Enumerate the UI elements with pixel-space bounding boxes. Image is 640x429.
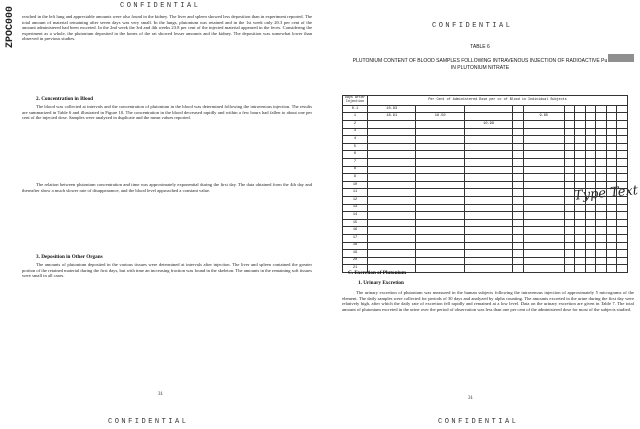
table-cell <box>596 143 607 151</box>
table-cell <box>596 136 607 144</box>
table-cell <box>606 174 617 182</box>
table-cell <box>513 189 524 197</box>
table-cell <box>606 212 617 220</box>
table-cell <box>606 265 617 273</box>
table-cell <box>513 181 524 189</box>
table-cell <box>464 181 512 189</box>
table-cell <box>564 174 575 182</box>
table-cell <box>464 113 512 121</box>
table-cell <box>585 158 596 166</box>
table-cell <box>596 158 607 166</box>
heading-urinary: 1. Urinary Excretion <box>358 280 404 286</box>
table-cell: 14 <box>343 212 368 220</box>
table-cell <box>523 158 564 166</box>
table-cell <box>464 151 512 159</box>
table-cell <box>513 143 524 151</box>
table-cell <box>575 143 586 151</box>
table-cell <box>585 250 596 258</box>
table-row <box>343 136 628 144</box>
table-cell <box>464 212 512 220</box>
table-cell <box>523 227 564 235</box>
table-header-row <box>343 96 628 106</box>
table-cell <box>564 242 575 250</box>
side-stamp-text: ZPOC000 <box>4 6 16 49</box>
table-cell <box>575 234 586 242</box>
table-row <box>343 128 628 136</box>
table-cell <box>606 234 617 242</box>
table-cell <box>523 212 564 220</box>
table-cell <box>596 242 607 250</box>
table-cell <box>523 265 564 273</box>
table-cell <box>564 121 575 129</box>
table-cell: 16 <box>343 227 368 235</box>
table-cell <box>585 174 596 182</box>
table-cell <box>523 121 564 129</box>
table-cell <box>464 257 512 265</box>
table-cell <box>368 212 416 220</box>
table-cell: 9.85 <box>523 113 564 121</box>
table-cell <box>617 212 628 220</box>
confidential-banner-bottom-right: CONFIDENTIAL <box>438 418 519 426</box>
table-cell <box>368 181 416 189</box>
table-cell <box>617 250 628 258</box>
table-cell <box>513 242 524 250</box>
table-cell <box>585 105 596 113</box>
table-cell <box>596 121 607 129</box>
table-cell <box>585 143 596 151</box>
table-cell <box>368 166 416 174</box>
table-cell <box>523 166 564 174</box>
table-cell <box>523 219 564 227</box>
page-number-right: 31 <box>468 396 473 401</box>
table-cell <box>416 257 464 265</box>
table-cell: 19 <box>343 250 368 258</box>
table-cell <box>513 151 524 159</box>
table-row <box>343 227 628 235</box>
table-cell <box>513 234 524 242</box>
table-cell <box>416 196 464 204</box>
table-cell <box>575 174 586 182</box>
table-cell: 10 <box>343 181 368 189</box>
table-cell <box>464 143 512 151</box>
table-row <box>343 242 628 250</box>
table-label: TABLE 6 <box>470 44 490 50</box>
table-row <box>343 143 628 151</box>
table-cell <box>564 158 575 166</box>
table-cell <box>585 265 596 273</box>
table-row <box>343 250 628 258</box>
table-cell <box>368 257 416 265</box>
table-cell <box>596 174 607 182</box>
table-cell <box>617 166 628 174</box>
table-cell <box>523 181 564 189</box>
table-cell <box>596 128 607 136</box>
table-cell <box>464 174 512 182</box>
table-cell <box>585 136 596 144</box>
table-cell <box>523 242 564 250</box>
table-cell: 12 <box>343 196 368 204</box>
table-cell <box>606 204 617 212</box>
table-cell <box>523 136 564 144</box>
table-cell <box>416 265 464 273</box>
confidential-banner-top: CONFIDENTIAL <box>120 2 201 10</box>
table-cell <box>575 128 586 136</box>
paragraph-blood-2: The relation between plutonium concentration and time was approximately exponential during the first day. The data obtained from the 4th day and thereafter show a much slower rate of disappearance, and the blood level approached a constant value. <box>22 182 312 193</box>
table-cell <box>513 227 524 235</box>
table-cell <box>416 189 464 197</box>
table-cell <box>617 257 628 265</box>
table-cell <box>416 181 464 189</box>
table-cell <box>416 121 464 129</box>
table-cell <box>596 250 607 258</box>
table-cell <box>564 234 575 242</box>
table-cell <box>585 227 596 235</box>
table-cell <box>416 151 464 159</box>
table-cell <box>585 128 596 136</box>
table-cell <box>564 143 575 151</box>
table-cell <box>368 196 416 204</box>
table-cell <box>416 143 464 151</box>
table-row <box>343 212 628 220</box>
table-cell <box>564 105 575 113</box>
table-row <box>343 113 628 121</box>
table-cell <box>513 105 524 113</box>
confidential-banner-bottom: CONFIDENTIAL <box>108 418 189 426</box>
table-cell <box>416 212 464 220</box>
table-cell <box>513 212 524 220</box>
table-cell <box>575 250 586 258</box>
table-cell <box>575 212 586 220</box>
heading-blood-concentration: 2. Concentration in Blood <box>36 96 94 102</box>
table-cell <box>464 250 512 258</box>
table-cell <box>564 257 575 265</box>
table-cell: 0.1 <box>343 105 368 113</box>
table-cell <box>523 174 564 182</box>
table-cell <box>523 257 564 265</box>
table-cell <box>564 227 575 235</box>
heading-excretion: C. Excretion of Plutonium <box>348 270 407 276</box>
table-cell <box>416 219 464 227</box>
table-header-cell: Days After Injection <box>343 96 368 106</box>
table-cell <box>368 121 416 129</box>
table-cell <box>416 174 464 182</box>
table-row <box>343 158 628 166</box>
table-cell <box>464 136 512 144</box>
table-cell <box>368 204 416 212</box>
table-cell <box>575 158 586 166</box>
table-cell <box>606 227 617 235</box>
table-cell <box>585 219 596 227</box>
table-cell <box>523 234 564 242</box>
table-cell <box>617 143 628 151</box>
table-cell <box>513 219 524 227</box>
table-cell <box>596 212 607 220</box>
table-cell <box>606 113 617 121</box>
table-cell <box>606 158 617 166</box>
table-cell: 6 <box>343 151 368 159</box>
side-stamp <box>2 6 18 52</box>
table-cell <box>575 121 586 129</box>
table-cell <box>575 227 586 235</box>
table-cell <box>368 151 416 159</box>
table-title: PLUTONIUM CONTENT OF BLOOD SAMPLES FOLLOWING INTRAVENOUS INJECTION OF RADIOACTIVE Pu IN PLUTONIUM NITRATE <box>352 58 608 71</box>
table-cell <box>606 257 617 265</box>
table-cell <box>523 128 564 136</box>
table-cell <box>464 265 512 273</box>
table-cell <box>596 105 607 113</box>
table-cell <box>564 219 575 227</box>
table-cell: 4 <box>343 136 368 144</box>
table-cell <box>575 113 586 121</box>
table-cell <box>513 196 524 204</box>
table-cell <box>513 204 524 212</box>
page-number-left: 31 <box>158 392 163 397</box>
table-cell <box>617 174 628 182</box>
table-row <box>343 166 628 174</box>
table-row <box>343 219 628 227</box>
table-cell <box>585 234 596 242</box>
table-cell <box>596 234 607 242</box>
table-cell <box>596 151 607 159</box>
table-cell <box>596 219 607 227</box>
table-cell <box>575 219 586 227</box>
table-cell <box>368 128 416 136</box>
table-cell <box>368 250 416 258</box>
table-cell <box>606 121 617 129</box>
table-cell <box>575 151 586 159</box>
table-cell <box>564 128 575 136</box>
table-cell <box>564 166 575 174</box>
table-cell <box>464 166 512 174</box>
table-cell <box>416 128 464 136</box>
right-page <box>320 0 640 429</box>
table-cell <box>606 219 617 227</box>
table-cell <box>585 204 596 212</box>
table-cell <box>464 105 512 113</box>
table-cell <box>368 143 416 151</box>
table-cell <box>575 166 586 174</box>
table-cell <box>617 242 628 250</box>
table-cell <box>368 174 416 182</box>
table-cell: 2 <box>343 121 368 129</box>
table-cell <box>564 151 575 159</box>
table-cell <box>564 250 575 258</box>
table-cell <box>606 136 617 144</box>
table-cell <box>617 121 628 129</box>
table-cell <box>606 128 617 136</box>
table-cell <box>464 242 512 250</box>
table-cell <box>513 166 524 174</box>
table-cell <box>606 242 617 250</box>
table-cell: 7 <box>343 158 368 166</box>
table-cell <box>585 257 596 265</box>
table-cell <box>416 105 464 113</box>
table-cell: 10.83 <box>368 105 416 113</box>
table-cell <box>513 128 524 136</box>
table-cell <box>523 204 564 212</box>
table-cell <box>564 212 575 220</box>
table-cell: 5 <box>343 143 368 151</box>
blood-plutonium-table <box>342 95 628 273</box>
table-cell <box>617 265 628 273</box>
table-cell <box>416 227 464 235</box>
table-cell <box>513 136 524 144</box>
table-cell <box>464 204 512 212</box>
paragraph-urinary: The urinary excretion of plutonium was measured in the human subjects following the intravenous injection of approximately 5 micrograms of the element. The daily samples were collected for periods of 30 days and analyzed by alpha counting. The amounts excreted in the urine during the first day were relatively high, after which the daily rate of excretion fell rapidly and remained at a low level. Data on the urinary excretion are given in Table 7. The total amount of plutonium excreted in the urine over the period of observation was less than one per cent of the administered dose for most of the subjects studied. <box>342 290 634 312</box>
table-cell <box>606 250 617 258</box>
paragraph-blood-1: The blood was collected at intervals and the concentration of plutonium in the blood was determined following the intravenous injection. The results are summarized in Table 6 and illustrated in Figure 10. The concentration in the blood decreased rapidly and within a few hours had fallen to about one per cent of the injected dose. Samples were analyzed in duplicate and the mean values reported. <box>22 104 312 121</box>
table-cell <box>416 250 464 258</box>
table-row <box>343 204 628 212</box>
table-cell <box>617 113 628 121</box>
table-cell <box>585 151 596 159</box>
table-cell <box>575 136 586 144</box>
table-cell <box>368 227 416 235</box>
table-cell <box>368 219 416 227</box>
table-cell <box>617 136 628 144</box>
table-cell <box>464 227 512 235</box>
table-cell <box>464 196 512 204</box>
table-cell <box>617 227 628 235</box>
table-cell <box>585 166 596 174</box>
table-cell: 11 <box>343 189 368 197</box>
table-cell: 13 <box>343 204 368 212</box>
table-cell <box>617 158 628 166</box>
table-cell <box>523 143 564 151</box>
table-cell <box>416 204 464 212</box>
table-cell <box>585 121 596 129</box>
table-cell <box>416 234 464 242</box>
table-cell <box>606 166 617 174</box>
table-cell <box>575 204 586 212</box>
table-cell: 3 <box>343 128 368 136</box>
table-cell <box>464 189 512 197</box>
table-cell: 1 <box>343 113 368 121</box>
table-row <box>343 257 628 265</box>
table-cell <box>513 250 524 258</box>
table-cell <box>596 265 607 273</box>
table-cell: 20 <box>343 257 368 265</box>
table-cell <box>523 196 564 204</box>
table-cell: 10.98 <box>464 121 512 129</box>
confidential-banner-top-right: CONFIDENTIAL <box>432 22 513 30</box>
table-cell <box>575 242 586 250</box>
table-cell <box>606 143 617 151</box>
table-cell <box>513 113 524 121</box>
table-cell <box>585 212 596 220</box>
table-cell <box>564 196 575 204</box>
table-cell <box>523 105 564 113</box>
heading-other-organs: 3. Deposition in Other Organs <box>36 254 103 260</box>
table-cell <box>617 204 628 212</box>
table-cell <box>513 265 524 273</box>
table-cell <box>523 189 564 197</box>
table-row <box>343 121 628 129</box>
table-cell <box>617 234 628 242</box>
table-cell: 18.50 <box>416 113 464 121</box>
table-cell <box>513 121 524 129</box>
table-cell <box>596 113 607 121</box>
table-cell <box>585 242 596 250</box>
table-cell <box>513 158 524 166</box>
table-cell <box>606 105 617 113</box>
table-cell <box>575 257 586 265</box>
table-cell: 9 <box>343 174 368 182</box>
handwritten-annotation: Type Text <box>573 183 639 204</box>
table-cell <box>617 128 628 136</box>
table-cell <box>564 181 575 189</box>
table-cell: 17 <box>343 234 368 242</box>
table-cell <box>416 242 464 250</box>
stamp-mark <box>608 54 634 62</box>
table-cell <box>368 136 416 144</box>
table-cell <box>585 113 596 121</box>
table-cell <box>564 113 575 121</box>
table-cell <box>564 204 575 212</box>
table-cell <box>464 234 512 242</box>
paragraph-organs: The amounts of plutonium deposited in the various tissues were determined at intervals after injection. The liver and spleen contained the greater portion of the retained material during the first days, but with time an increasing fraction was found in the skeleton. The amounts in the remaining soft tissues were small in all cases. <box>22 262 312 279</box>
table-cell <box>368 242 416 250</box>
table-cell <box>523 250 564 258</box>
table-header-cell: Per Cent of Administered Dose per cc of Blood in Individual Subjects <box>368 96 628 106</box>
table-cell <box>575 105 586 113</box>
table-cell <box>596 166 607 174</box>
table-cell <box>523 151 564 159</box>
table-row <box>343 105 628 113</box>
paragraph-intro: reached in the left lung and appreciable amounts were also found in the kidney. The liver and spleen showed less deposition than in experiment reported. The total amount of material remaining after seven days was very small. In the lungs, plutonium was retained and in the 1st week only 20.3 per cent of the amount administered had been excreted. In the 2nd week the 3rd and 4th weeks 23.8 per cent of the injected material appeared in the feces. Considering the experiment as a whole, the plutonium deposited in the bones of the rat showed lesser amounts and the kidney. The deposition was somewhat lower than observed in previous studies. <box>22 14 312 42</box>
table-cell <box>368 189 416 197</box>
table-cell: 15 <box>343 219 368 227</box>
table-cell <box>464 219 512 227</box>
table-cell <box>464 128 512 136</box>
table-cell <box>564 136 575 144</box>
table-cell: 18.91 <box>368 113 416 121</box>
table-cell <box>464 158 512 166</box>
table-cell <box>416 166 464 174</box>
table-cell <box>416 136 464 144</box>
table-cell <box>617 151 628 159</box>
table-cell <box>596 204 607 212</box>
table-cell <box>617 105 628 113</box>
table-cell: 8 <box>343 166 368 174</box>
table-row <box>343 174 628 182</box>
table-cell <box>596 227 607 235</box>
table-cell <box>416 158 464 166</box>
table-cell <box>564 265 575 273</box>
table-cell <box>368 158 416 166</box>
table-cell <box>606 151 617 159</box>
table-cell <box>617 219 628 227</box>
table-cell <box>575 265 586 273</box>
table-row <box>343 151 628 159</box>
table-row <box>343 234 628 242</box>
table-cell: 21 <box>343 265 368 273</box>
table-cell: 18 <box>343 242 368 250</box>
table-cell <box>596 257 607 265</box>
table-cell <box>513 257 524 265</box>
table-cell <box>368 234 416 242</box>
table-cell <box>513 174 524 182</box>
